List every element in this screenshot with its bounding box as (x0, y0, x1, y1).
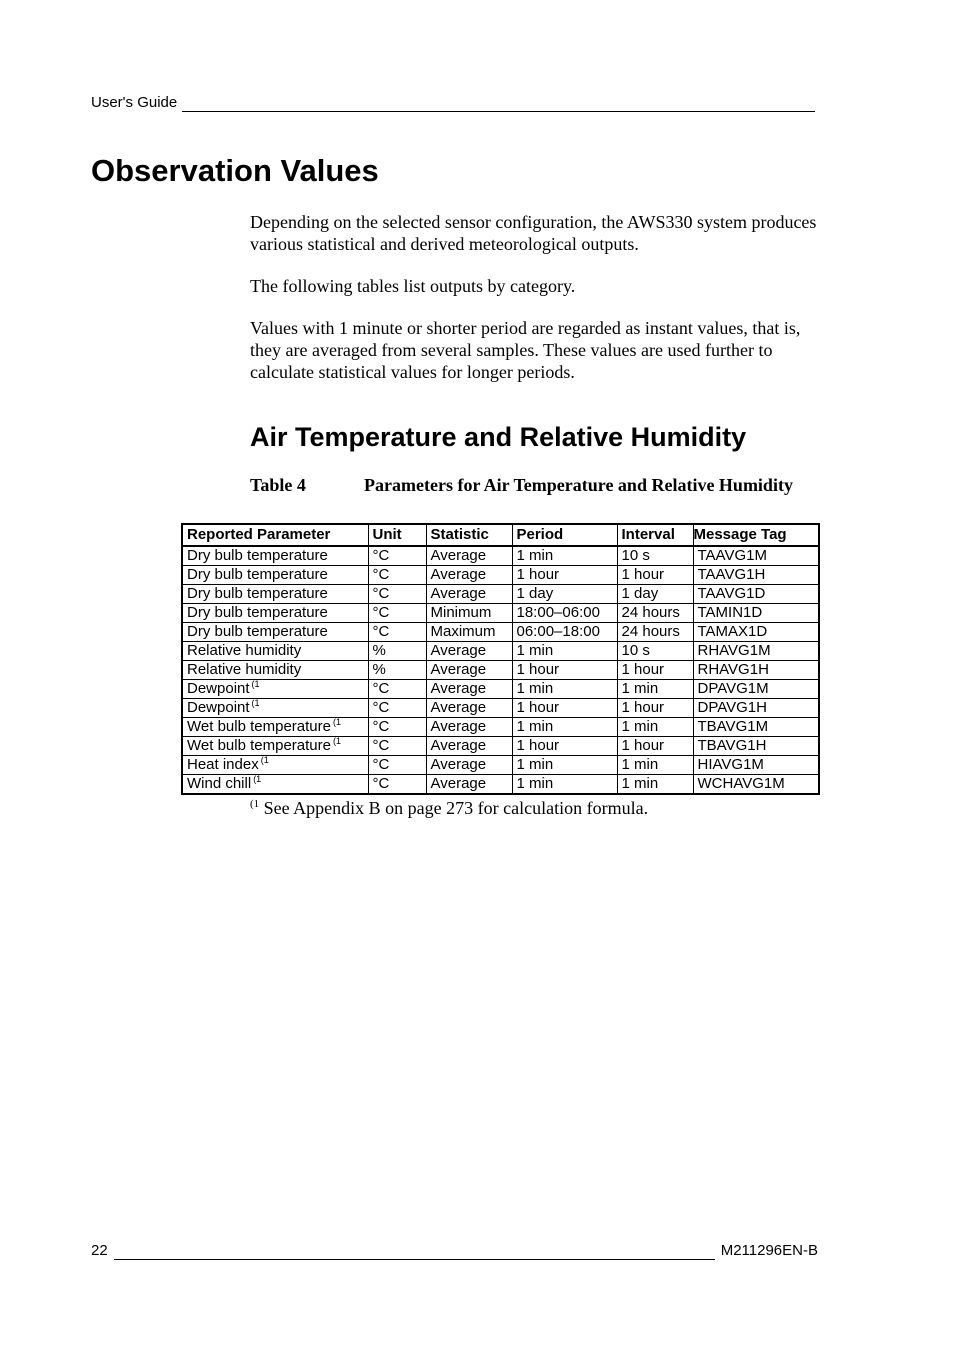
table-body (182, 546, 819, 794)
cell-statistic: Average (426, 566, 512, 585)
running-header (91, 90, 815, 112)
intro-paragraph-2: The following tables list outputs by category. (250, 276, 576, 296)
cell-parameter: Wet bulb temperature $^{(1}$ (182, 718, 368, 737)
cell-parameter: Dewpoint $^{(1}$ (182, 699, 368, 718)
cell-message-tag: TAMAX1D (693, 623, 819, 642)
table-row (182, 661, 819, 680)
table-row (182, 699, 819, 718)
cell-interval: 10 s (617, 546, 693, 566)
header-rule (182, 97, 815, 112)
cell-unit: °C (368, 699, 426, 718)
column-header-message-tag: Message Tag (693, 524, 819, 546)
cell-statistic: Average (426, 756, 512, 775)
cell-statistic: Average (426, 737, 512, 756)
cell-parameter: Wind chill $^{(1}$ (182, 775, 368, 795)
cell-statistic: Average (426, 661, 512, 680)
cell-parameter: Dry bulb temperature (182, 546, 368, 566)
cell-interval: 1 hour (617, 566, 693, 585)
cell-message-tag: TAAVG1D (693, 585, 819, 604)
cell-unit: °C (368, 585, 426, 604)
cell-period: 1 day (512, 585, 617, 604)
cell-parameter: Dry bulb temperature (182, 585, 368, 604)
cell-unit: °C (368, 604, 426, 623)
cell-unit: °C (368, 718, 426, 737)
cell-message-tag: RHAVG1H (693, 661, 819, 680)
page-number: 22 (91, 1242, 108, 1259)
cell-period: 1 hour (512, 699, 617, 718)
cell-statistic: Average (426, 718, 512, 737)
cell-unit: °C (368, 546, 426, 566)
cell-period: 1 min (512, 775, 617, 795)
table-row (182, 642, 819, 661)
cell-period: 1 min (512, 680, 617, 699)
footnote-text: See Appendix B on page 273 for calculation formula. (259, 798, 649, 818)
cell-interval: 1 hour (617, 737, 693, 756)
cell-parameter: Dry bulb temperature (182, 623, 368, 642)
page-title: Observation Values (91, 153, 379, 188)
cell-message-tag: TAMIN1D (693, 604, 819, 623)
table-footnote (250, 796, 648, 820)
cell-interval: 1 hour (617, 661, 693, 680)
table-row (182, 718, 819, 737)
table-row (182, 756, 819, 775)
footer-rule (114, 1245, 715, 1260)
cell-period: 1 min (512, 718, 617, 737)
cell-unit: °C (368, 680, 426, 699)
cell-period: 1 hour (512, 661, 617, 680)
cell-message-tag: DPAVG1M (693, 680, 819, 699)
cell-period: 1 min (512, 756, 617, 775)
footnote-reference: (1 (332, 717, 341, 727)
cell-interval: 1 min (617, 718, 693, 737)
column-header-unit: Unit (368, 524, 426, 546)
cell-message-tag: HIAVG1M (693, 756, 819, 775)
cell-statistic: Minimum (426, 604, 512, 623)
parameters-table (181, 523, 820, 795)
cell-interval: 24 hours (617, 604, 693, 623)
cell-period: 06:00–18:00 (512, 623, 617, 642)
footnote-reference: (1 (260, 755, 269, 765)
footnote-marker: (1 (250, 798, 260, 810)
table-caption-number: Table 4 (250, 475, 306, 495)
section-title: Air Temperature and Relative Humidity (250, 422, 747, 452)
cell-interval: 1 min (617, 756, 693, 775)
intro-paragraph-1: Depending on the selected sensor configuration, the AWS330 system produces various statistical and derived meteorological outputs. (250, 212, 817, 254)
table-caption-title: Parameters for Air Temperature and Relative Humidity (364, 475, 793, 495)
cell-period: 1 min (512, 546, 617, 566)
cell-interval: 24 hours (617, 623, 693, 642)
table-row (182, 775, 819, 795)
cell-statistic: Average (426, 585, 512, 604)
footnote-reference: (1 (253, 774, 262, 784)
cell-interval: 1 day (617, 585, 693, 604)
cell-period: 18:00–06:00 (512, 604, 617, 623)
cell-unit: °C (368, 756, 426, 775)
cell-unit: °C (368, 566, 426, 585)
table-row (182, 604, 819, 623)
cell-unit: % (368, 661, 426, 680)
cell-statistic: Maximum (426, 623, 512, 642)
cell-statistic: Average (426, 775, 512, 795)
cell-period: 1 hour (512, 566, 617, 585)
cell-message-tag: WCHAVG1M (693, 775, 819, 795)
cell-parameter: Dry bulb temperature (182, 604, 368, 623)
cell-parameter: Wet bulb temperature $^{(1}$ (182, 737, 368, 756)
footnote-reference: (1 (332, 736, 341, 746)
table-row (182, 585, 819, 604)
cell-statistic: Average (426, 642, 512, 661)
cell-message-tag: TAAVG1H (693, 566, 819, 585)
footnote-reference: (1 (251, 698, 260, 708)
cell-statistic: Average (426, 699, 512, 718)
cell-parameter: Heat index $^{(1}$ (182, 756, 368, 775)
cell-unit: °C (368, 775, 426, 795)
cell-interval: 1 min (617, 680, 693, 699)
document-code: M211296EN-B (720, 1242, 818, 1259)
cell-unit: % (368, 642, 426, 661)
cell-message-tag: TBAVG1M (693, 718, 819, 737)
column-header-parameter: Reported Parameter (182, 524, 368, 546)
cell-period: 1 hour (512, 737, 617, 756)
table-row (182, 737, 819, 756)
table-row (182, 566, 819, 585)
cell-statistic: Average (426, 680, 512, 699)
column-header-period: Period (512, 524, 617, 546)
cell-unit: °C (368, 623, 426, 642)
cell-message-tag: TAAVG1M (693, 546, 819, 566)
cell-interval: 1 hour (617, 699, 693, 718)
cell-parameter: Dry bulb temperature (182, 566, 368, 585)
cell-interval: 10 s (617, 642, 693, 661)
running-footer (91, 1238, 818, 1260)
cell-unit: °C (368, 737, 426, 756)
cell-message-tag: TBAVG1H (693, 737, 819, 756)
table-row (182, 546, 819, 566)
footnote-reference: (1 (251, 679, 260, 689)
cell-interval: 1 min (617, 775, 693, 795)
cell-message-tag: RHAVG1M (693, 642, 819, 661)
cell-parameter: Relative humidity (182, 661, 368, 680)
table-row (182, 680, 819, 699)
table-row (182, 623, 819, 642)
intro-paragraph-3: Values with 1 minute or shorter period are regarded as instant values, that is, they are averaged from several samples. These values are used further to calculate statistical values for longer periods. (250, 318, 801, 382)
cell-parameter: Relative humidity (182, 642, 368, 661)
cell-parameter: Dewpoint $^{(1}$ (182, 680, 368, 699)
header-text: User's Guide (91, 94, 178, 111)
column-header-statistic: Statistic (426, 524, 512, 546)
cell-statistic: Average (426, 546, 512, 566)
cell-message-tag: DPAVG1H (693, 699, 819, 718)
cell-period: 1 min (512, 642, 617, 661)
table-header-row (182, 524, 819, 546)
column-header-interval: Interval (617, 524, 693, 546)
